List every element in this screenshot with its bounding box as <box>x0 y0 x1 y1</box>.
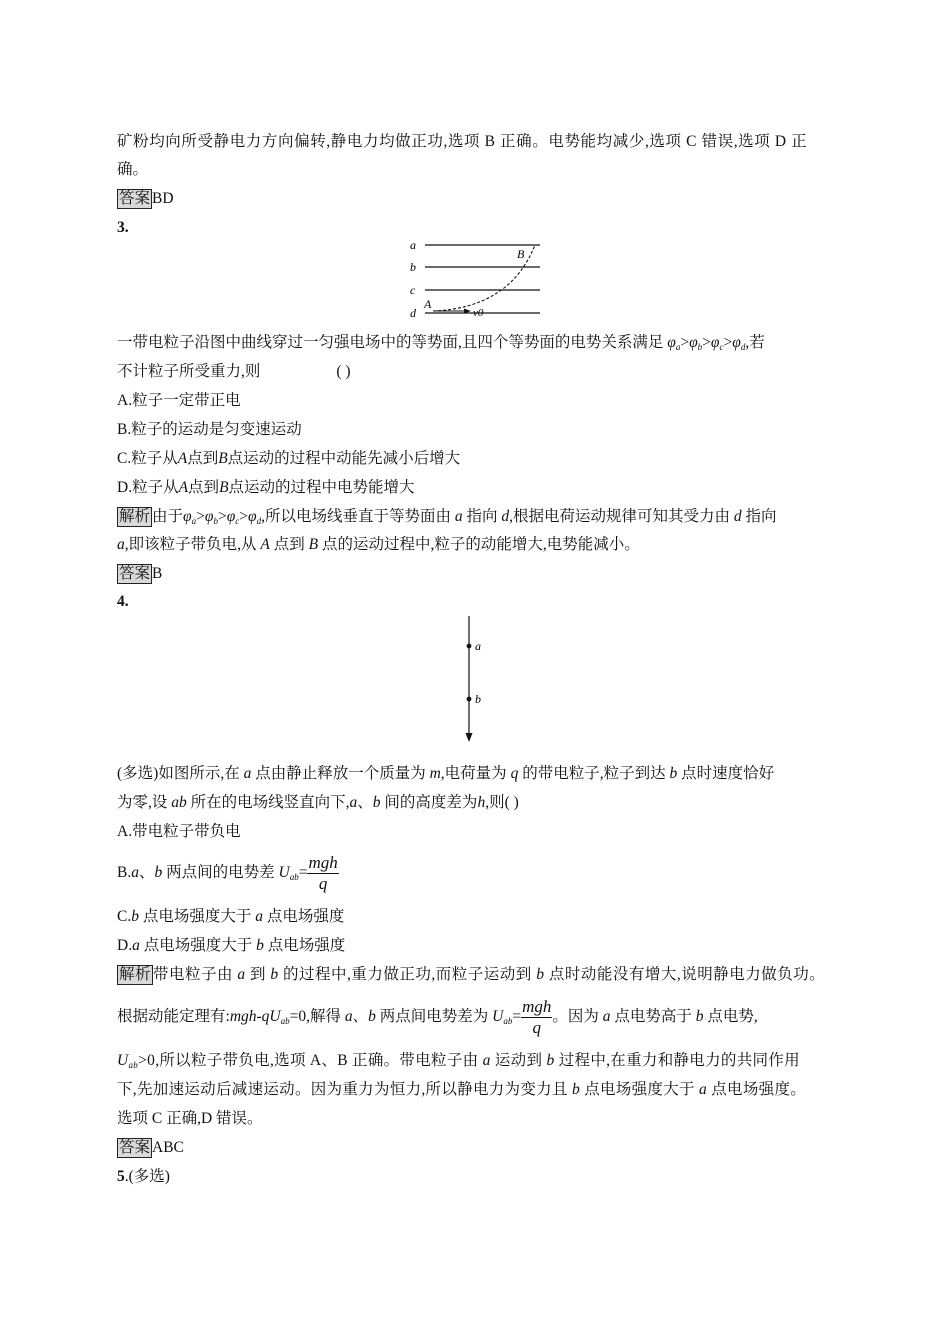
q4-explanation-line2: 根据动能定理有$:mgh-qU_{ab}=0$,解得 a、b 两点间电势差为 $U_{ab}=$ $\frac{\text{mgh}}{q}$ 。因为 a 点电势高于 b 点电势, <box>117 996 758 1037</box>
q4-answer: ABC <box>152 1139 184 1156</box>
fig-label-b: b <box>475 692 481 706</box>
q3-answer-row <box>117 564 162 584</box>
explanation-tag: 解析 <box>119 966 152 983</box>
fig-label-b: b <box>410 260 416 274</box>
prev-explanation-line2: 确。 <box>117 161 149 178</box>
fig-label-v0: v0 <box>473 307 484 319</box>
q3-option-c: C.粒子从A点到B点运动的过程中动能先减小后增大 <box>117 450 461 467</box>
q4-option-b: B.a、b 两点间的电势差 $U_{ab}=$ $\frac{\text{mgh}}{q}$ <box>117 852 338 893</box>
arrow-down-icon <box>466 733 473 742</box>
fig-label-A: A <box>424 297 432 311</box>
q4-explanation-line3: $U_{ab}>0$,所以粒子带负电,选项 A、B 正确。带电粒子由 a 运动到 b 过程中,在重力和静电力的共同作用 <box>117 1052 800 1070</box>
answer-tag: 答案 <box>119 565 151 582</box>
q3-stem-line2: 不计粒子所受重力,则 ( ) <box>117 363 351 380</box>
q4-number: 4. <box>117 593 129 610</box>
q4-option-d: D.a 点电场强度大于 b 点电场强度 <box>117 937 346 954</box>
q4-explanation-line4: 下,先加速运动后减速运动。因为重力为恒力,所以静电力为变力且 b 点电场强度大于 a 点电场强度。 <box>117 1081 807 1098</box>
q4-stem-line2: 为零,设 ab 所在的电场线竖直向下,a、b 间的高度差为h,则( ) <box>117 794 519 811</box>
q4-explanation-line1: 解析 带电粒子由 a 到 b 的过程中,重力做正功,而粒子运动到 b 点时动能没有增大,说明静电力做负功。 <box>119 966 826 983</box>
point-a <box>467 644 472 649</box>
fraction-mgh-q: $\frac{\text{mgh}}{q}$ <box>522 996 552 1037</box>
q3-explanation-line1: 解析 由于$\varphi_a>\varphi_b>\varphi_c>\varphi_d$,所以电场线垂直于等势面由 a 指向 d,根据电荷运动规律可知其受力由 d 指向 <box>119 508 777 526</box>
fig-label-B: B <box>517 247 525 261</box>
prev-answer-row <box>117 189 174 209</box>
answer-tag: 答案 <box>119 190 151 207</box>
q4-stem-line1: (多选)如图所示,在 a 点由静止释放一个质量为 m,电荷量为 q 的带电粒子,粒子到达 b 点时速度恰好 <box>117 765 775 782</box>
explanation-tag: 解析 <box>119 508 151 525</box>
q3-option-b: B.粒子的运动是匀变速运动 <box>117 421 302 438</box>
q3-figure <box>405 238 550 320</box>
q4-option-c: C.b 点电场强度大于 a 点电场强度 <box>117 908 345 925</box>
q3-option-d: D.粒子从A点到B点运动的过程中电势能增大 <box>117 479 415 496</box>
prev-answer: BD <box>152 190 174 207</box>
q5-heading: 5.(多选) <box>117 1168 170 1185</box>
answer-tag: 答案 <box>119 1139 151 1156</box>
q3-explanation-line2: a,即该粒子带负电,从 A 点到 B 点的运动过程中,粒子的动能增大,电势能减小。 <box>117 536 640 553</box>
fraction-mgh-q: $\frac{\text{mgh}}{q}$ <box>308 852 338 893</box>
point-b <box>467 697 472 702</box>
prev-explanation-line1: 矿粉均向所受静电力方向偏转,静电力均做正功,选项 B 正确。电势能均减少,选项 C 错误,选项 D 正 <box>117 133 808 150</box>
q4-figure <box>455 612 505 744</box>
q3-option-a: A.粒子一定带正电 <box>117 392 241 409</box>
fig-label-d: d <box>410 306 416 320</box>
fig-label-a: a <box>475 639 481 653</box>
q4-option-a: A.带电粒子带负电 <box>117 823 241 840</box>
q3-answer: B <box>152 565 163 582</box>
q4-explanation-line5: 选项 C 正确,D 错误。 <box>117 1110 263 1127</box>
fig-label-a: a <box>410 238 416 252</box>
q3-stem-line1: 一带电粒子沿图中曲线穿过一匀强电场中的等势面,且四个等势面的电势关系满足 $\varphi_a>\varphi_b>\varphi_c>\varphi_d$,若 <box>117 334 765 352</box>
q3-number: 3. <box>117 219 129 236</box>
fig-label-c: c <box>410 283 416 297</box>
q4-answer-row <box>117 1138 184 1158</box>
